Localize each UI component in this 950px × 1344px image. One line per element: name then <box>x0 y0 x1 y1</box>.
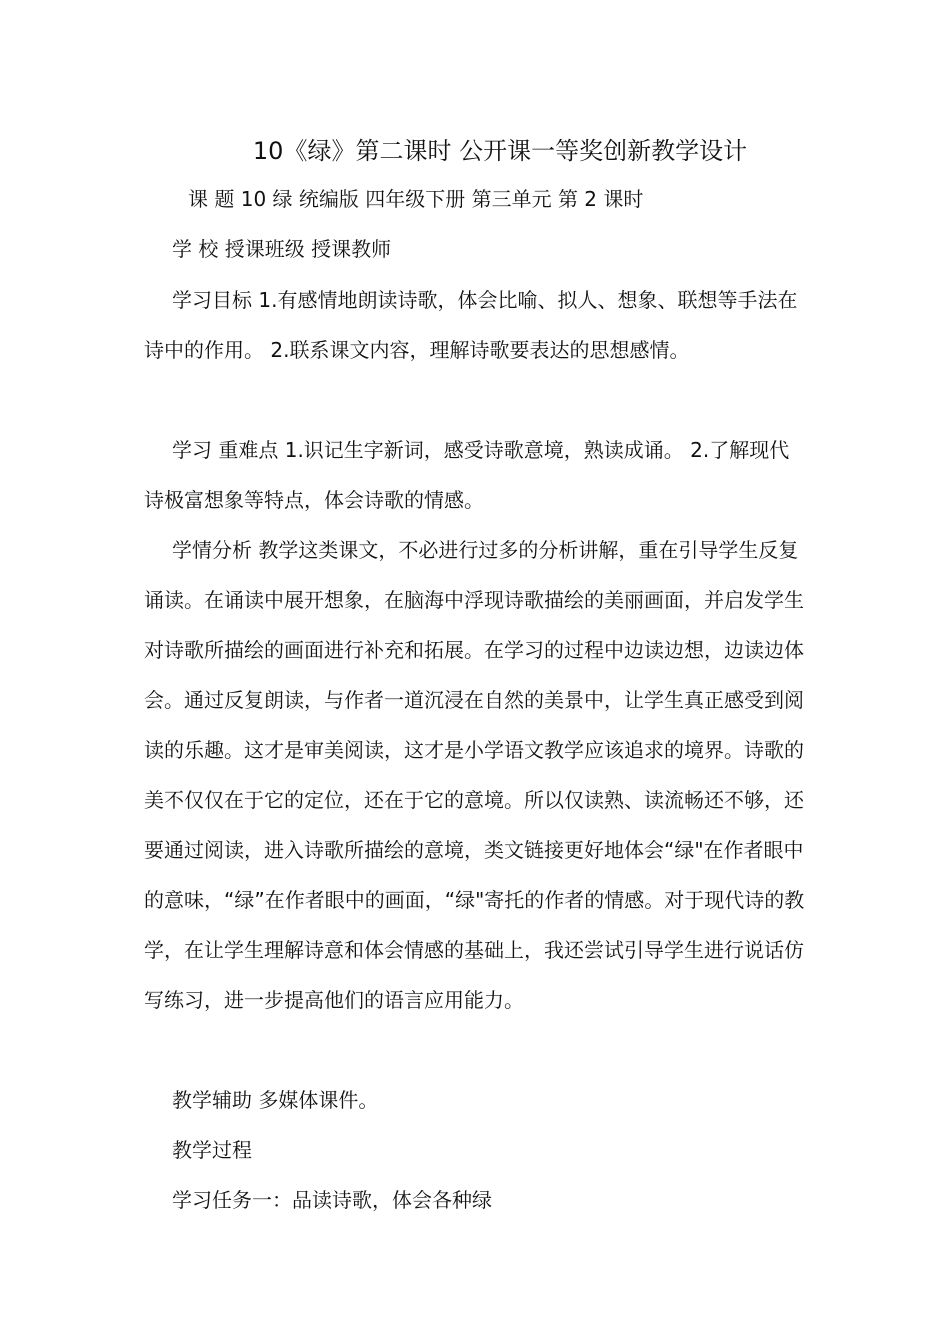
teaching-process-heading: 教学过程 <box>172 1138 252 1162</box>
key-difficulties-paragraph: 学习 重难点 1.识记生字新词，感受诗歌意境，熟读成诵。 2.了解现代诗极富想象等特点，体会诗歌的情感。 <box>144 438 790 512</box>
course-info-line: 课 题 10 绿 统编版 四年级下册 第三单元 第 2 课时 <box>188 187 644 211</box>
school-info-line: 学 校 授课班级 授课教师 <box>172 237 392 261</box>
learning-task-one-heading: 学习任务一：品读诗歌，体会各种绿 <box>172 1188 492 1212</box>
teaching-aids-paragraph: 教学辅助 多媒体课件。 <box>172 1088 379 1112</box>
learning-analysis-paragraph: 学情分析 教学这类课文，不必进行过多的分析讲解，重在引导学生反复诵读。在诵读中展开想象，在脑海中浮现诗歌描绘的美丽画面，并启发学生对诗歌所描绘的画面进行补充和拓展。在学习的过程中边读边想，边读边体会。通过反复朗读，与作者一道沉浸在自然的美景中，让学生真正感受到阅读的乐趣。这才是审美阅读，这才是小学语文教学应该追求的境界。诗歌的美不仅仅在于它的定位，还在于它的意境。所以仅读熟、读流畅还不够，还要通过阅读，进入诗歌所描绘的意境，类文链接更好地体会“绿"在作者眼中的意味，“绿”在作者眼中的画面，“绿"寄托的作者的情感。对于现代诗的教学，在让学生理解诗意和体会情感的基础上，我还尝试引导学生进行说话仿写练习，进一步提高他们的语言应用能力。 <box>144 538 805 1012</box>
learning-objectives-paragraph: 学习目标 1.有感情地朗读诗歌，体会比喻、拟人、想象、联想等手法在诗中的作用。 2.联系课文内容，理解诗歌要表达的思想感情。 <box>144 288 798 362</box>
document-title: 10《绿》第二课时 公开课一等奖创新教学设计 <box>252 137 748 165</box>
